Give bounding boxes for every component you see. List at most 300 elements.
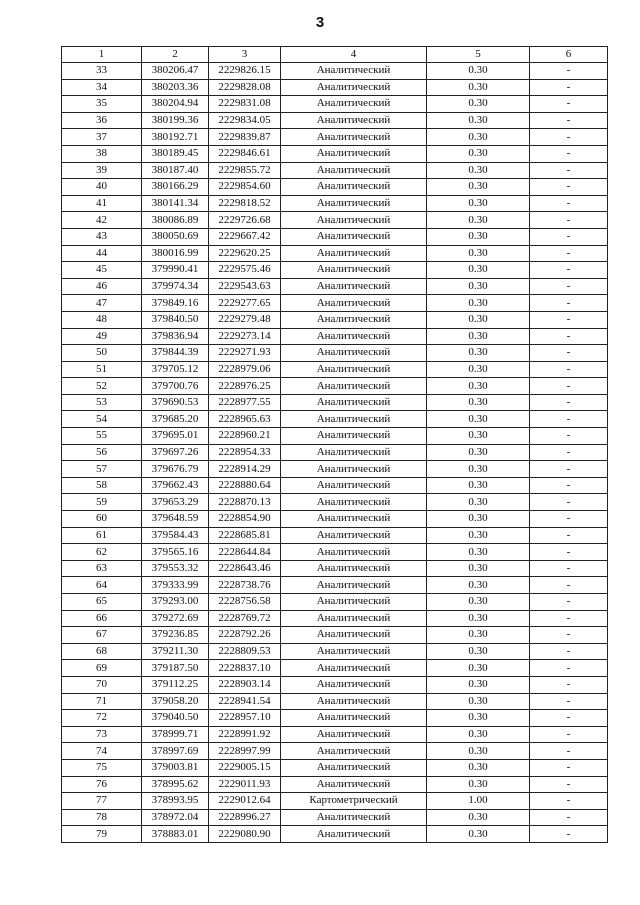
table-row	[62, 676, 608, 693]
table-row	[62, 378, 608, 395]
point-number-cell: 36	[62, 112, 142, 129]
x-coordinate-cell: 379840.50	[142, 311, 209, 328]
x-coordinate-cell: 379974.34	[142, 278, 209, 295]
column-header-1: 1	[62, 47, 142, 63]
y-coordinate-cell: 2229667.42	[209, 228, 281, 245]
note-cell: -	[530, 262, 608, 279]
note-cell: -	[530, 311, 608, 328]
y-coordinate-cell: 2229846.61	[209, 145, 281, 162]
method-cell: Аналитический	[281, 345, 427, 362]
table-row	[62, 428, 608, 445]
method-cell: Аналитический	[281, 461, 427, 478]
method-cell: Аналитический	[281, 494, 427, 511]
note-cell: -	[530, 511, 608, 528]
table-row	[62, 809, 608, 826]
point-number-cell: 38	[62, 145, 142, 162]
note-cell: -	[530, 195, 608, 212]
accuracy-cell: 0.30	[427, 676, 530, 693]
x-coordinate-cell: 379058.20	[142, 693, 209, 710]
point-number-cell: 65	[62, 594, 142, 611]
accuracy-cell: 0.30	[427, 660, 530, 677]
point-number-cell: 68	[62, 643, 142, 660]
column-header-5: 5	[427, 47, 530, 63]
point-number-cell: 73	[62, 726, 142, 743]
accuracy-cell: 0.30	[427, 129, 530, 146]
accuracy-cell: 0.30	[427, 112, 530, 129]
accuracy-cell: 0.30	[427, 262, 530, 279]
x-coordinate-cell: 378993.95	[142, 793, 209, 810]
y-coordinate-cell: 2229575.46	[209, 262, 281, 279]
accuracy-cell: 0.30	[427, 544, 530, 561]
table-row	[62, 63, 608, 80]
method-cell: Аналитический	[281, 378, 427, 395]
point-number-cell: 74	[62, 743, 142, 760]
accuracy-cell: 0.30	[427, 162, 530, 179]
y-coordinate-cell: 2228996.27	[209, 809, 281, 826]
point-number-cell: 41	[62, 195, 142, 212]
accuracy-cell: 0.30	[427, 145, 530, 162]
note-cell: -	[530, 378, 608, 395]
x-coordinate-cell: 379272.69	[142, 610, 209, 627]
table-row	[62, 643, 608, 660]
column-header-2: 2	[142, 47, 209, 63]
coordinates-table	[61, 46, 608, 843]
table-row	[62, 710, 608, 727]
table-row	[62, 278, 608, 295]
note-cell: -	[530, 676, 608, 693]
accuracy-cell: 0.30	[427, 328, 530, 345]
method-cell: Аналитический	[281, 295, 427, 312]
table-row	[62, 345, 608, 362]
x-coordinate-cell: 380141.34	[142, 195, 209, 212]
point-number-cell: 46	[62, 278, 142, 295]
point-number-cell: 77	[62, 793, 142, 810]
y-coordinate-cell: 2229080.90	[209, 826, 281, 843]
method-cell: Аналитический	[281, 129, 427, 146]
table-row	[62, 726, 608, 743]
accuracy-cell: 0.30	[427, 461, 530, 478]
table-row	[62, 328, 608, 345]
method-cell: Аналитический	[281, 643, 427, 660]
table-row	[62, 212, 608, 229]
note-cell: -	[530, 544, 608, 561]
point-number-cell: 62	[62, 544, 142, 561]
table-row	[62, 394, 608, 411]
accuracy-cell: 0.30	[427, 477, 530, 494]
accuracy-cell: 0.30	[427, 743, 530, 760]
note-cell: -	[530, 162, 608, 179]
y-coordinate-cell: 2229620.25	[209, 245, 281, 262]
accuracy-cell: 0.30	[427, 710, 530, 727]
x-coordinate-cell: 380206.47	[142, 63, 209, 80]
x-coordinate-cell: 378997.69	[142, 743, 209, 760]
x-coordinate-cell: 379565.16	[142, 544, 209, 561]
method-cell: Аналитический	[281, 676, 427, 693]
accuracy-cell: 0.30	[427, 411, 530, 428]
point-number-cell: 45	[62, 262, 142, 279]
method-cell: Аналитический	[281, 361, 427, 378]
accuracy-cell: 0.30	[427, 394, 530, 411]
table-header-row	[62, 47, 608, 63]
point-number-cell: 66	[62, 610, 142, 627]
note-cell: -	[530, 179, 608, 196]
method-cell: Аналитический	[281, 162, 427, 179]
y-coordinate-cell: 2229543.63	[209, 278, 281, 295]
method-cell: Аналитический	[281, 511, 427, 528]
method-cell: Аналитический	[281, 428, 427, 445]
table-row	[62, 262, 608, 279]
y-coordinate-cell: 2228756.58	[209, 594, 281, 611]
accuracy-cell: 1.00	[427, 793, 530, 810]
accuracy-cell: 0.30	[427, 643, 530, 660]
note-cell: -	[530, 444, 608, 461]
note-cell: -	[530, 710, 608, 727]
note-cell: -	[530, 759, 608, 776]
note-cell: -	[530, 560, 608, 577]
point-number-cell: 72	[62, 710, 142, 727]
accuracy-cell: 0.30	[427, 228, 530, 245]
y-coordinate-cell: 2229726.68	[209, 212, 281, 229]
x-coordinate-cell: 379690.53	[142, 394, 209, 411]
point-number-cell: 40	[62, 179, 142, 196]
y-coordinate-cell: 2228903.14	[209, 676, 281, 693]
x-coordinate-cell: 379685.20	[142, 411, 209, 428]
note-cell: -	[530, 79, 608, 96]
y-coordinate-cell: 2228809.53	[209, 643, 281, 660]
column-header-4: 4	[281, 47, 427, 63]
table-row	[62, 477, 608, 494]
point-number-cell: 54	[62, 411, 142, 428]
y-coordinate-cell: 2229826.15	[209, 63, 281, 80]
x-coordinate-cell: 379112.25	[142, 676, 209, 693]
y-coordinate-cell: 2228957.10	[209, 710, 281, 727]
y-coordinate-cell: 2228960.21	[209, 428, 281, 445]
accuracy-cell: 0.30	[427, 245, 530, 262]
note-cell: -	[530, 245, 608, 262]
method-cell: Аналитический	[281, 145, 427, 162]
note-cell: -	[530, 278, 608, 295]
y-coordinate-cell: 2229277.65	[209, 295, 281, 312]
table-row	[62, 361, 608, 378]
point-number-cell: 69	[62, 660, 142, 677]
y-coordinate-cell: 2229854.60	[209, 179, 281, 196]
table-row	[62, 444, 608, 461]
accuracy-cell: 0.30	[427, 809, 530, 826]
x-coordinate-cell: 380199.36	[142, 112, 209, 129]
point-number-cell: 43	[62, 228, 142, 245]
note-cell: -	[530, 693, 608, 710]
method-cell: Аналитический	[281, 278, 427, 295]
note-cell: -	[530, 112, 608, 129]
y-coordinate-cell: 2229831.08	[209, 96, 281, 113]
note-cell: -	[530, 96, 608, 113]
table-row	[62, 295, 608, 312]
note-cell: -	[530, 627, 608, 644]
x-coordinate-cell: 379584.43	[142, 527, 209, 544]
note-cell: -	[530, 295, 608, 312]
y-coordinate-cell: 2228977.55	[209, 394, 281, 411]
accuracy-cell: 0.30	[427, 776, 530, 793]
x-coordinate-cell: 379653.29	[142, 494, 209, 511]
table-row	[62, 195, 608, 212]
table-row	[62, 228, 608, 245]
method-cell: Аналитический	[281, 228, 427, 245]
point-number-cell: 37	[62, 129, 142, 146]
x-coordinate-cell: 379849.16	[142, 295, 209, 312]
x-coordinate-cell: 380187.40	[142, 162, 209, 179]
table-row	[62, 494, 608, 511]
column-header-3: 3	[209, 47, 281, 63]
y-coordinate-cell: 2229279.48	[209, 311, 281, 328]
table-row	[62, 594, 608, 611]
method-cell: Аналитический	[281, 627, 427, 644]
accuracy-cell: 0.30	[427, 693, 530, 710]
x-coordinate-cell: 379695.01	[142, 428, 209, 445]
point-number-cell: 60	[62, 511, 142, 528]
accuracy-cell: 0.30	[427, 295, 530, 312]
x-coordinate-cell: 379003.81	[142, 759, 209, 776]
method-cell: Аналитический	[281, 96, 427, 113]
note-cell: -	[530, 494, 608, 511]
x-coordinate-cell: 379553.32	[142, 560, 209, 577]
point-number-cell: 63	[62, 560, 142, 577]
note-cell: -	[530, 129, 608, 146]
point-number-cell: 75	[62, 759, 142, 776]
y-coordinate-cell: 2228880.64	[209, 477, 281, 494]
y-coordinate-cell: 2228979.06	[209, 361, 281, 378]
y-coordinate-cell: 2228643.46	[209, 560, 281, 577]
accuracy-cell: 0.30	[427, 726, 530, 743]
method-cell: Аналитический	[281, 411, 427, 428]
point-number-cell: 39	[62, 162, 142, 179]
table-row	[62, 527, 608, 544]
point-number-cell: 79	[62, 826, 142, 843]
table-body	[62, 63, 608, 843]
table-row	[62, 79, 608, 96]
point-number-cell: 67	[62, 627, 142, 644]
table-row	[62, 245, 608, 262]
y-coordinate-cell: 2228914.29	[209, 461, 281, 478]
x-coordinate-cell: 378883.01	[142, 826, 209, 843]
x-coordinate-cell: 380189.45	[142, 145, 209, 162]
y-coordinate-cell: 2228837.10	[209, 660, 281, 677]
accuracy-cell: 0.30	[427, 79, 530, 96]
method-cell: Аналитический	[281, 610, 427, 627]
note-cell: -	[530, 610, 608, 627]
accuracy-cell: 0.30	[427, 361, 530, 378]
accuracy-cell: 0.30	[427, 494, 530, 511]
method-cell: Аналитический	[281, 444, 427, 461]
note-cell: -	[530, 361, 608, 378]
point-number-cell: 58	[62, 477, 142, 494]
note-cell: -	[530, 660, 608, 677]
accuracy-cell: 0.30	[427, 179, 530, 196]
note-cell: -	[530, 809, 608, 826]
y-coordinate-cell: 2228954.33	[209, 444, 281, 461]
accuracy-cell: 0.30	[427, 96, 530, 113]
table-row	[62, 560, 608, 577]
x-coordinate-cell: 380204.94	[142, 96, 209, 113]
method-cell: Аналитический	[281, 544, 427, 561]
note-cell: -	[530, 477, 608, 494]
y-coordinate-cell: 2229834.05	[209, 112, 281, 129]
table-row	[62, 112, 608, 129]
note-cell: -	[530, 793, 608, 810]
table-row	[62, 776, 608, 793]
y-coordinate-cell: 2228644.84	[209, 544, 281, 561]
y-coordinate-cell: 2229839.87	[209, 129, 281, 146]
accuracy-cell: 0.30	[427, 195, 530, 212]
x-coordinate-cell: 379648.59	[142, 511, 209, 528]
method-cell: Аналитический	[281, 179, 427, 196]
table-row	[62, 145, 608, 162]
table-row	[62, 511, 608, 528]
accuracy-cell: 0.30	[427, 826, 530, 843]
accuracy-cell: 0.30	[427, 311, 530, 328]
method-cell: Аналитический	[281, 195, 427, 212]
point-number-cell: 57	[62, 461, 142, 478]
x-coordinate-cell: 380192.71	[142, 129, 209, 146]
y-coordinate-cell: 2229818.52	[209, 195, 281, 212]
x-coordinate-cell: 380050.69	[142, 228, 209, 245]
table-row	[62, 461, 608, 478]
x-coordinate-cell: 379662.43	[142, 477, 209, 494]
note-cell: -	[530, 63, 608, 80]
accuracy-cell: 0.30	[427, 378, 530, 395]
y-coordinate-cell: 2229273.14	[209, 328, 281, 345]
table-row	[62, 610, 608, 627]
x-coordinate-cell: 379705.12	[142, 361, 209, 378]
table-row	[62, 311, 608, 328]
y-coordinate-cell: 2228854.90	[209, 511, 281, 528]
point-number-cell: 48	[62, 311, 142, 328]
x-coordinate-cell: 379211.30	[142, 643, 209, 660]
x-coordinate-cell: 379844.39	[142, 345, 209, 362]
table-row	[62, 660, 608, 677]
page-number: 3	[315, 14, 325, 31]
method-cell: Аналитический	[281, 63, 427, 80]
method-cell: Аналитический	[281, 594, 427, 611]
point-number-cell: 42	[62, 212, 142, 229]
x-coordinate-cell: 378972.04	[142, 809, 209, 826]
method-cell: Аналитический	[281, 311, 427, 328]
note-cell: -	[530, 212, 608, 229]
method-cell: Аналитический	[281, 809, 427, 826]
point-number-cell: 44	[62, 245, 142, 262]
accuracy-cell: 0.30	[427, 63, 530, 80]
point-number-cell: 64	[62, 577, 142, 594]
y-coordinate-cell: 2228870.13	[209, 494, 281, 511]
table-row	[62, 162, 608, 179]
accuracy-cell: 0.30	[427, 527, 530, 544]
method-cell: Аналитический	[281, 79, 427, 96]
point-number-cell: 34	[62, 79, 142, 96]
table-row	[62, 627, 608, 644]
accuracy-cell: 0.30	[427, 560, 530, 577]
note-cell: -	[530, 394, 608, 411]
y-coordinate-cell: 2228941.54	[209, 693, 281, 710]
y-coordinate-cell: 2228685.81	[209, 527, 281, 544]
point-number-cell: 52	[62, 378, 142, 395]
method-cell: Аналитический	[281, 112, 427, 129]
table-row	[62, 411, 608, 428]
x-coordinate-cell: 380016.99	[142, 245, 209, 262]
method-cell: Аналитический	[281, 759, 427, 776]
table-row	[62, 693, 608, 710]
point-number-cell: 33	[62, 63, 142, 80]
note-cell: -	[530, 594, 608, 611]
accuracy-cell: 0.30	[427, 577, 530, 594]
point-number-cell: 50	[62, 345, 142, 362]
accuracy-cell: 0.30	[427, 511, 530, 528]
point-number-cell: 56	[62, 444, 142, 461]
note-cell: -	[530, 145, 608, 162]
method-cell: Аналитический	[281, 743, 427, 760]
y-coordinate-cell: 2229012.64	[209, 793, 281, 810]
point-number-cell: 53	[62, 394, 142, 411]
table-row	[62, 96, 608, 113]
method-cell: Аналитический	[281, 660, 427, 677]
x-coordinate-cell: 379700.76	[142, 378, 209, 395]
y-coordinate-cell: 2229005.15	[209, 759, 281, 776]
y-coordinate-cell: 2228991.92	[209, 726, 281, 743]
point-number-cell: 47	[62, 295, 142, 312]
y-coordinate-cell: 2229011.93	[209, 776, 281, 793]
method-cell: Аналитический	[281, 577, 427, 594]
note-cell: -	[530, 461, 608, 478]
x-coordinate-cell: 380203.36	[142, 79, 209, 96]
point-number-cell: 78	[62, 809, 142, 826]
note-cell: -	[530, 411, 608, 428]
y-coordinate-cell: 2229828.08	[209, 79, 281, 96]
method-cell: Аналитический	[281, 527, 427, 544]
note-cell: -	[530, 228, 608, 245]
method-cell: Аналитический	[281, 328, 427, 345]
x-coordinate-cell: 379293.00	[142, 594, 209, 611]
y-coordinate-cell: 2228769.72	[209, 610, 281, 627]
x-coordinate-cell: 380166.29	[142, 179, 209, 196]
method-cell: Аналитический	[281, 477, 427, 494]
point-number-cell: 61	[62, 527, 142, 544]
point-number-cell: 70	[62, 676, 142, 693]
column-header-6: 6	[530, 47, 608, 63]
table-row	[62, 793, 608, 810]
method-cell: Аналитический	[281, 710, 427, 727]
accuracy-cell: 0.30	[427, 428, 530, 445]
note-cell: -	[530, 776, 608, 793]
accuracy-cell: 0.30	[427, 212, 530, 229]
y-coordinate-cell: 2228738.76	[209, 577, 281, 594]
y-coordinate-cell: 2229855.72	[209, 162, 281, 179]
x-coordinate-cell: 379040.50	[142, 710, 209, 727]
x-coordinate-cell: 379836.94	[142, 328, 209, 345]
x-coordinate-cell: 378995.62	[142, 776, 209, 793]
point-number-cell: 55	[62, 428, 142, 445]
accuracy-cell: 0.30	[427, 594, 530, 611]
point-number-cell: 76	[62, 776, 142, 793]
accuracy-cell: 0.30	[427, 610, 530, 627]
point-number-cell: 35	[62, 96, 142, 113]
point-number-cell: 71	[62, 693, 142, 710]
method-cell: Аналитический	[281, 726, 427, 743]
accuracy-cell: 0.30	[427, 627, 530, 644]
y-coordinate-cell: 2228965.63	[209, 411, 281, 428]
y-coordinate-cell: 2228976.25	[209, 378, 281, 395]
note-cell: -	[530, 643, 608, 660]
y-coordinate-cell: 2228997.99	[209, 743, 281, 760]
accuracy-cell: 0.30	[427, 278, 530, 295]
note-cell: -	[530, 743, 608, 760]
